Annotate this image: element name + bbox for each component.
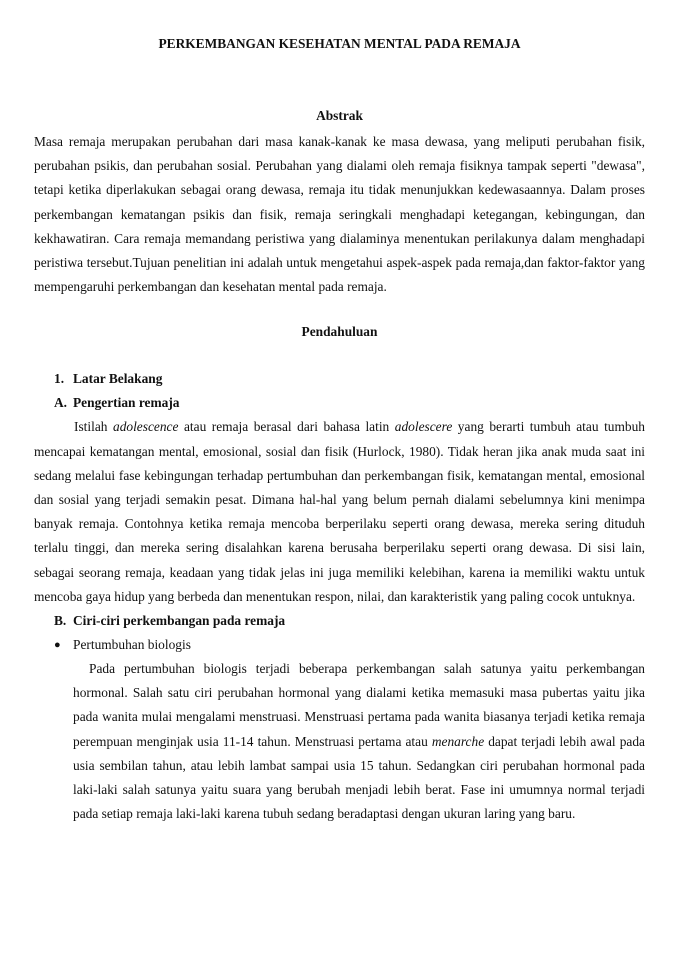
bullet-paragraph: [73, 657, 645, 826]
section-a-number: A.: [54, 395, 68, 411]
section-a-text-mid: atau remaja berasal dari bahasa latin: [178, 419, 395, 435]
bullet-label: Pertumbuhan biologis: [73, 637, 191, 653]
bullet-item-biologis: [54, 633, 645, 657]
section-a-label: Pengertian remaja: [73, 395, 180, 411]
bullet-icon: ●: [54, 639, 61, 652]
section-a-paragraph: [34, 415, 645, 609]
section-a-text-lead: Istilah: [74, 419, 113, 435]
section-a-text-rest: yang berarti tumbuh atau tumbuh mencapai kematangan mental, emosional, sosial dan fisik (Hurlock, 1980). Tidak heran jika anak muda saat ini sedang melalui fase kebingungan terhadap pertumbuhan dan perkembangan fisik, kematangan mental, emosional dan sosial yang terjadi semakin pesat. Dimana hal-hal yang belum pernah dialami sebelumnya kini menimpa banyak remaja. Contohnya ketika remaja mencoba berperilaku seperti orang dewasa, mereka sering dituduh terlalu tinggi, dan mereka sering disalahkan karena berusaha berperilaku seperti orang dewasa. Di sisi lain, sebagai seorang remaja, keadaan yang tidak jelas ini juga memiliki kelebihan, karena ia memiliki waktu untuk mencoba gaya hidup yang berbeda dan menentukan respon, nilai, dan karakteristik yang paling cocok untuknya.: [34, 419, 645, 604]
document-title: PERKEMBANGAN KESEHATAN MENTAL PADA REMAJA: [158, 36, 521, 51]
introduction-heading: Pendahuluan: [301, 324, 378, 340]
section-1-heading: [54, 367, 645, 391]
abstract-heading: Abstrak: [316, 108, 363, 123]
term-adolescence: adolescence: [113, 419, 179, 435]
term-menarche: menarche: [431, 733, 485, 749]
section-1-label: Latar Belakang: [73, 371, 163, 387]
bullet-text-rest: dapat terjadi lebih awal pada usia sembilan tahun, atau lebih lambat sampai usia 15 tahun. Sedangkan ciri perubahan hormonal pada laki-laki salah satunya yaitu suara yang berubah menjadi lebih berat. Fase ini umumnya normal terjadi pada setiap remaja laki-laki karena tubuh sedang beradaptasi dengan ukuran laring yang baru.: [73, 733, 645, 822]
abstract-text: Masa remaja merupakan perubahan dari masa kanak-kanak ke masa dewasa, yang meliputi perubahan fisik, perubahan psikis, dan perubahan sosial. Perubahan yang dialami oleh remaja fisiknya tampak seperti "dewasa", tetapi ketika diperlakukan sebagai orang dewasa, remaja itu tidak menunjukkan kedewasaannya. Dalam proses perkembangan kematangan psikis dan fisik, remaja seringkali menghadapi ketegangan, kebingungan, dan kekhawatiran. Cara remaja memandang peristiwa yang dialaminya menentukan perilakunya dalam menghadapi peristiwa tersebut.Tujuan penelitian ini adalah untuk mengetahui aspek-aspek pada remaja,dan faktor-faktor yang mempengaruhi perkembangan dan kesehatan mental pada remaja.: [34, 134, 645, 295]
section-b-number: B.: [54, 613, 67, 629]
term-adolescere: adolescere: [394, 419, 453, 435]
section-1-number: 1.: [54, 371, 65, 387]
bullet-text-lead: Pada pertumbuhan biologis terjadi beberapa perkembangan salah satunya yaitu perkembangan hormonal. Salah satu ciri perubahan hormonal yang dialami ketika memasuki masa pubertas yaitu jika pada wanita mulai mengalami menstruasi. Menstruasi pertama pada wanita biasanya terjadi ketika remaja perempuan menginjak usia 11-14 tahun. Menstruasi pertama atau: [73, 661, 645, 749]
section-b-heading: [54, 609, 645, 633]
section-a-heading: [54, 391, 645, 415]
section-b-label: Ciri-ciri perkembangan pada remaja: [73, 613, 286, 629]
